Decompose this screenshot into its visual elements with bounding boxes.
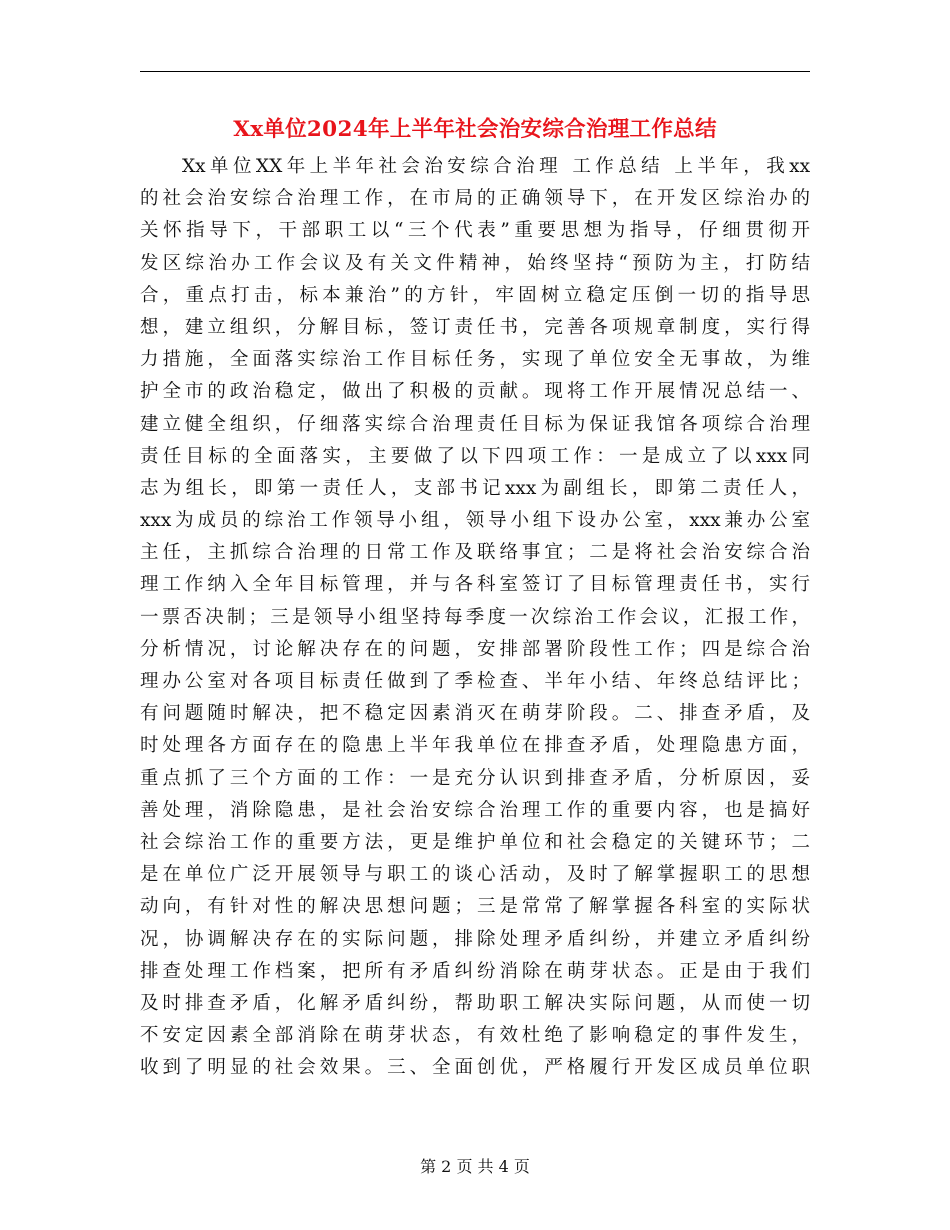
document-body [140,151,810,1084]
body-line: 想，建立组织，分解目标，签订责任书，完善各项规章制度，实行得 [140,316,810,338]
body-line: 主任，主抓综合治理的日常工作及联络事宜；二是将社会治安综合治 [140,542,810,564]
body-line: 理工作纳入全年目标管理，并与各科室签订了目标管理责任书，实行 [140,574,810,596]
body-line: xxx为成员的综治工作领导小组，领导小组下设办公室，xxx兼办公室 [140,510,810,532]
document-title: Xx单位2024年上半年社会治安综合治理工作总结 [233,117,717,142]
body-line: 责任目标的全面落实，主要做了以下四项工作：一是成立了以xxx同 [140,445,810,467]
body-line: 况，协调解决存在的实际问题，排除处理矛盾纠纷，并建立矛盾纠纷 [140,928,810,950]
body-line: 分析情况，讨论解决存在的问题，安排部署阶段性工作；四是综合治 [140,638,810,660]
body-line: 力措施，全面落实综治工作目标任务，实现了单位安全无事故，为维 [140,349,810,371]
body-line: 重点抓了三个方面的工作：一是充分认识到排查矛盾，分析原因，妥 [140,767,810,789]
header-rule [140,71,810,72]
body-line: 动向，有针对性的解决思想问题；三是常常了解掌握各科室的实际状 [140,896,810,918]
body-line: 护全市的政治稳定，做出了积极的贡献。现将工作开展情况总结一、 [140,381,810,403]
body-line: 的社会治安综合治理工作，在市局的正确领导下，在开发区综治办的 [140,188,810,210]
body-line: 是在单位广泛开展领导与职工的谈心活动，及时了解掌握职工的思想 [140,864,810,886]
body-line: 时处理各方面存在的隐患上半年我单位在排查矛盾，处理隐患方面， [140,735,810,757]
body-line: 合，重点打击，标本兼治”的方针，牢固树立稳定压倒一切的指导思 [140,284,810,306]
body-line: 善处理，消除隐患，是社会治安综合治理工作的重要内容，也是搞好 [140,799,810,821]
body-line: 排查处理工作档案，把所有矛盾纠纷消除在萌芽状态。正是由于我们 [140,960,810,982]
body-line: 社会综治工作的重要方法，更是维护单位和社会稳定的关键环节；二 [140,831,810,853]
body-line: 志为组长，即第一责任人，支部书记xxx为副组长，即第二责任人， [140,477,810,499]
body-line: 及时排查矛盾，化解矛盾纠纷，帮助职工解决实际问题，从而使一切 [140,992,810,1014]
body-line: 理办公室对各项目标责任做到了季检查、半年小结、年终总结评比； [140,671,810,692]
body-line: Xx单位XX年上半年社会治安综合治理 工作总结 上半年，我xx [182,156,810,177]
body-line: 发区综治办工作会议及有关文件精神，始终坚持“预防为主，打防结 [140,252,810,274]
body-line: 关怀指导下，干部职工以“三个代表”重要思想为指导，仔细贯彻开 [140,220,810,242]
body-line: 不安定因素全部消除在萌芽状态，有效杜绝了影响稳定的事件发生， [140,1025,810,1047]
body-line: 建立健全组织，仔细落实综合治理责任目标为保证我馆各项综合治理 [140,413,810,435]
body-line: 收到了明显的社会效果。三、全面创优，严格履行开发区成员单位职 [140,1057,810,1079]
body-line: 一票否决制；三是领导小组坚持每季度一次综治工作会议，汇报工作， [140,606,810,628]
body-line: 有问题随时解决，把不稳定因素消灭在萌芽阶段。二、排查矛盾，及 [140,703,810,725]
page-footer: 第 2 页 共 4 页 [420,1157,530,1176]
